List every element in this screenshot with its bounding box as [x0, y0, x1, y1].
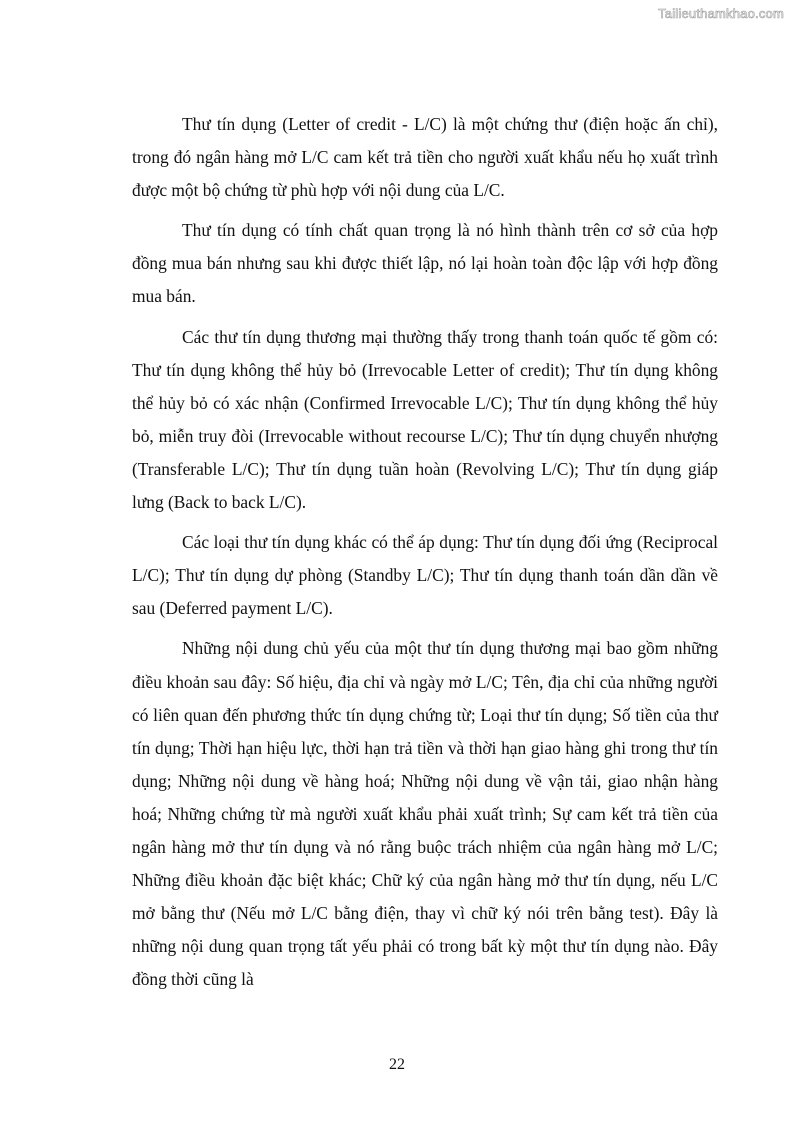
paragraph-commercial-types: Các thư tín dụng thương mại thường thấy trong thanh toán quốc tế gồm có: Thư tín dụng không thể hủy bỏ (Irrevocable Letter of credit); Thư tín dụng không thể hủy bỏ có xác nhận (Confirmed Irrevocable L/C); Thư tín dụng không thể hủy bỏ, miễn truy đòi (Irrevocable without recourse L/C); Thư tín dụng chuyển nhượng (Transferable L/C); Thư tín dụng tuần hoàn (Revolving L/C); Thư tín dụng giáp lưng (Back to back L/C).	[132, 326, 718, 513]
paragraph-definition: Thư tín dụng (Letter of credit - L/C) là một chứng thư (điện hoặc ấn chỉ), trong đó ngân hàng mở L/C cam kết trả tiền cho người xuất khẩu nếu họ xuất trình được một bộ chứng từ phù hợp với nội dung của L/C.	[132, 114, 718, 201]
watermark: Tailieuthamkhao.com	[658, 6, 784, 21]
paragraph-other-types: Các loại thư tín dụng khác có thể áp dụng: Thư tín dụng đối ứng (Reciprocal L/C); Thư tín dụng dự phòng (Standby L/C); Thư tín dụng thanh toán dần dần về sau (Deferred payment L/C).	[132, 532, 718, 619]
paragraph-independence: Thư tín dụng có tính chất quan trọng là nó hình thành trên cơ sở của hợp đồng mua bán nhưng sau khi được thiết lập, nó lại hoàn toàn độc lập với hợp đồng mua bán.	[132, 220, 718, 307]
page-number: 22	[389, 1056, 405, 1073]
document-body	[132, 108, 718, 1003]
paragraph-main-contents: Những nội dung chủ yếu của một thư tín dụng thương mại bao gồm những điều khoản sau đây: Số hiệu, địa chỉ và ngày mở L/C; Tên, địa chỉ của những người có liên quan đến phương thức tín dụng chứng từ; Loại thư tín dụng; Số tiền của thư tín dụng; Thời hạn hiệu lực, thời hạn trả tiền và thời hạn giao hàng ghi trong thư tín dụng; Những nội dung về hàng hoá; Những nội dung về vận tải, giao nhận hàng hoá; Những chứng từ mà người xuất khẩu phải xuất trình; Sự cam kết trả tiền của ngân hàng mở thư tín dụng và nó rằng buộc trách nhiệm của ngân hàng mở L/C; Những điều khoản đặc biệt khác; Chữ ký của ngân hàng mở thư tín dụng, nếu L/C mở bằng thư (Nếu mở L/C bằng điện, thay vì chữ ký nói trên bằng test). Đây là những nội dung quan trọng tất yếu phải có trong bất kỳ một thư tín dụng nào. Đây đồng thời cũng là	[132, 638, 718, 990]
